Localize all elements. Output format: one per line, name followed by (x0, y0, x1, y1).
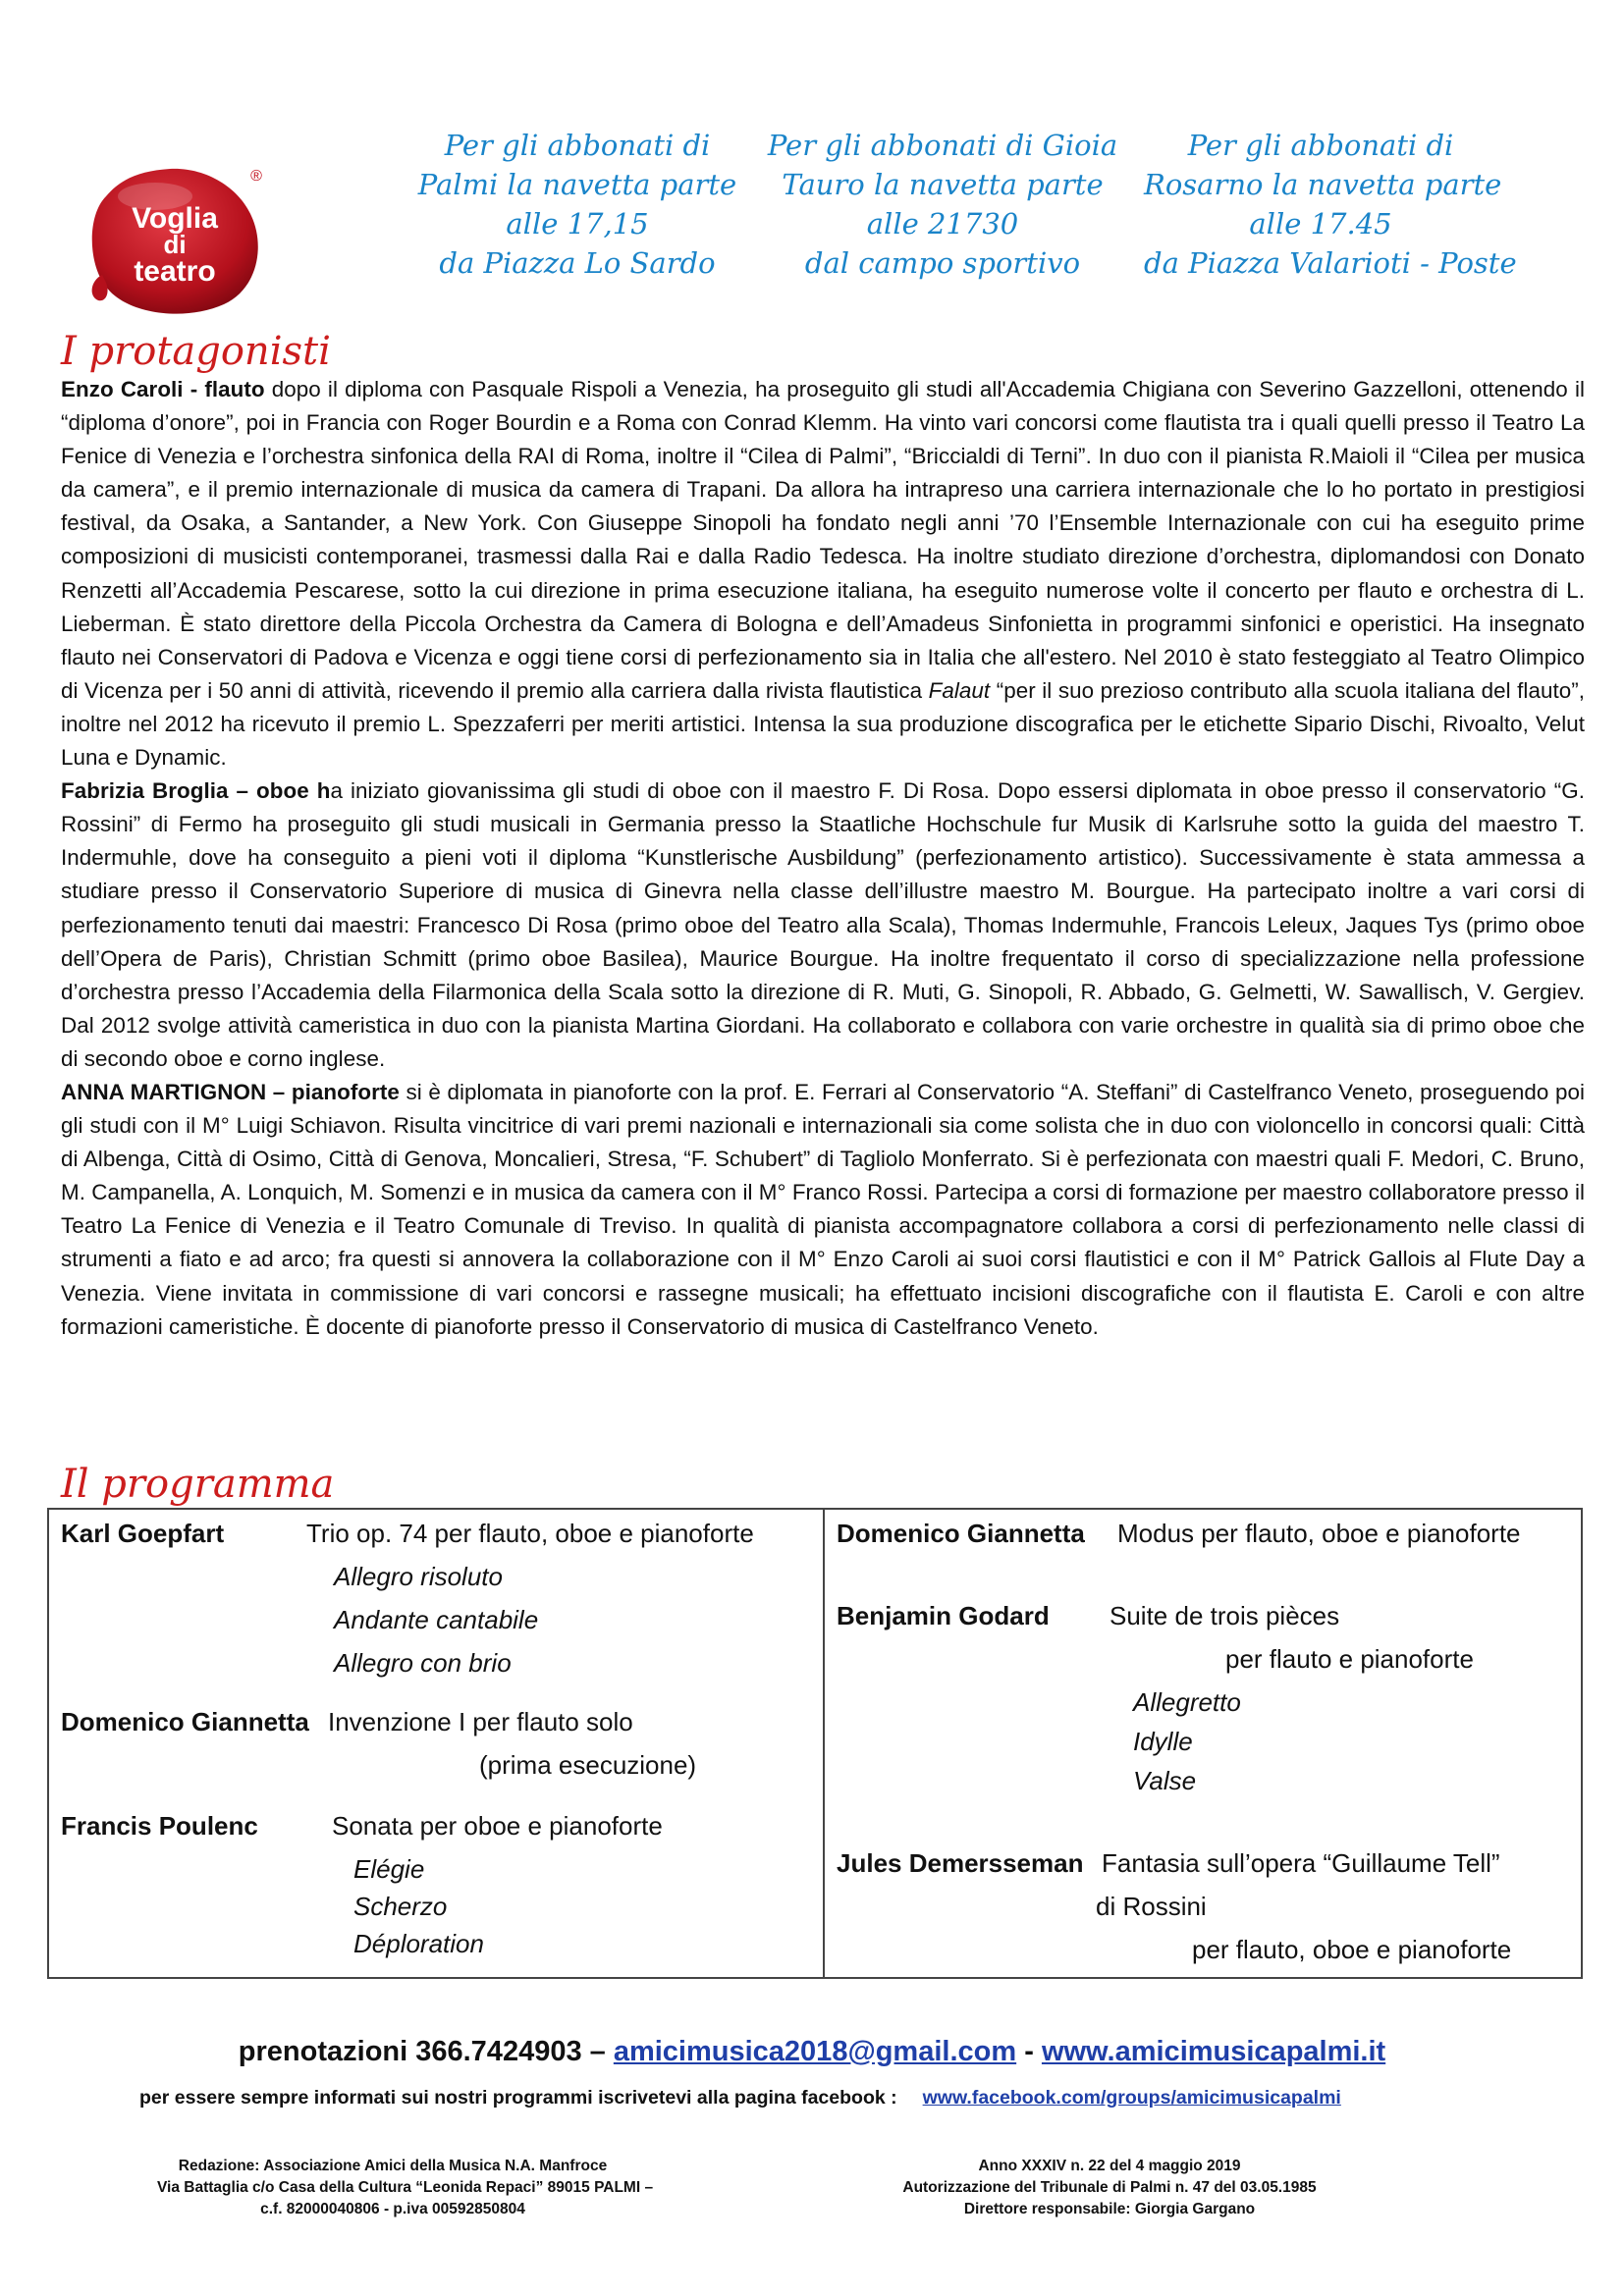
logo-line2: di (163, 230, 187, 259)
bio-text: si è diplomata in pianoforte con la prof. E. Ferrari al Conservatorio “A. Steffani” di Castelfranco Veneto, proseguendo poi gli studi con il M° Luigi Schiavon. Risulta vincitrice di vari premi nazionali e internazionali sia come solista che in duo con violoncello in concorsi quali: Città di Albenga, Città di Osimo, Città di Genova, Moncalieri, Stresa, “F. Schubert” di Tagliolo Monferrato. Si è perfezionata con maestri quali F. Medori, C. Bruno, M. Campanella, A. Lonquich, M. Somenzi e in musica da camera con il M° Franco Rossi. Partecipa a corsi di formazione per maestro collaboratore presso il Teatro La Fenice di Venezia e il Teatro Comunale di Treviso. In qualità di pianista accompagnatore collabora a corsi di perfezionamento nelle classi di strumenti a fiato e ad arco; fra questi si annovera la collaborazione con il M° Enzo Caroli ai suoi corsi flautistici e con il M° Patrick Gallois al Flute Day a Venezia. Viene invitata in commissione di vari concorsi e rassegne musicali; ha effettuato incisioni discografiche con il flautista E. Caroli e con altre formazioni cameristiche. È docente di pianoforte presso il Conservatorio di musica di Castelfranco Veneto. (61, 1079, 1586, 1339)
shuttle-line: Per gli abbonati di (1187, 129, 1454, 162)
booking-line (0, 2036, 1624, 2068)
bio-text: “per il suo prezioso contributo alla scuola italiana del flauto”, inoltre nel 2012 ha ricevuto il premio L. Spezzaferri per meriti artistici. Intensa la sua produzione discografica per le etichette Sipario Dischi, Rivoalto, Velut Luna e Dynamic. (61, 677, 1586, 771)
facebook-line (139, 2087, 1341, 2109)
logo-line3: teatro (134, 255, 216, 288)
work-demersseman-composer: di Rossini (1096, 1892, 1207, 1921)
shuttle-line: dal campo sportivo (804, 246, 1081, 280)
logo-line1: Voglia (132, 202, 218, 235)
shuttle-gioia-tauro (766, 126, 1119, 283)
shuttle-rosarno (1144, 126, 1517, 283)
imprint-line: Via Battaglia c/o Casa della Cultura “Leonida Repaci” 89015 PALMI – (157, 2179, 654, 2196)
shuttle-line: da Piazza Lo Sardo (439, 246, 716, 280)
booking-label: prenotazioni 366.7424903 – (238, 2036, 614, 2067)
website-link[interactable]: www.amicimusicapalmi.it (1041, 2036, 1386, 2067)
work-invenzione: Invenzione I per flauto solo (328, 1707, 633, 1736)
composer-godard: Benjamin Godard (837, 1601, 1050, 1630)
work-modus: Modus per flauto, oboe e pianoforte (1117, 1519, 1521, 1548)
protagonists-title: I protagonisti (61, 329, 331, 374)
composer-demersseman: Jules Demersseman (837, 1848, 1084, 1878)
imprint-line: c.f. 82000040806 - p.iva 00592850804 (260, 2201, 525, 2217)
imprint-line: Direttore responsabile: Giorgia Gargano (963, 2201, 1256, 2217)
bio-name: Fabrizia Broglia – oboe h (61, 778, 331, 804)
bio-broglia (61, 774, 1585, 1076)
work-poulenc: Sonata per oboe e pianoforte (332, 1811, 663, 1841)
bio-text: dopo il diploma con Pasquale Rispoli a Venezia, ha proseguito gli studi all'Accademia Chigiana con Severino Gazzelloni, ottenendo il “diploma d’onore”, poi in Francia con Roger Bourdin e a Roma con Conrad Klemm. Ha vinto vari concorsi come flautista tra i quali quelli presso il Teatro La Fenice di Venezia e l’orchestra sinfonica della RAI di Roma, inoltre il “Cilea di Palmi”, “Briccialdi di Terni”. In duo con il pianista R.Maioli il “Cilea per musica da camera”, e il premio internazionale di musica da camera di Trapani. Da allora ha intrapreso una carriera internazionale che lo ho portato in prestigiosi festival, da Osaka, a Santander, a New York. Con Giuseppe Sinopoli ha fondato negli anni ’70 l’Ensemble Internazionale con cui ha eseguito prime composizioni di musicisti contemporanei, trasmessi dalla Rai e dalla Radio Tedesca. Ha inoltre studiato direzione d’orchestra, diplomandosi con Donato Renzetti all’Accademia Pescarese, sotto la cui direzione in prima esecuzione italiana, ha eseguito numerose volte il concerto per flauto e orchestra di L. Lieberman. È stato direttore della Piccola Orchestra da Camera di Bologna e dell’Amadeus Sinfonietta in programmi sinfonici e operistici. Ha insegnato flauto nei Conservatori di Padova e Vicenza e oggi tiene corsi di perfezionamento sia in Italia che all'estero. Nel 2010 è stato festeggiato al Teatro Olimpico di Vicenza per i 50 anni di attività, ricevendo il premio alla carriera dalla rivista flautistica (61, 377, 1586, 703)
separator: - (1016, 2036, 1042, 2067)
work-godard: Suite de trois pièces (1110, 1601, 1340, 1630)
bio-name: ANNA MARTIGNON – pianoforte (61, 1079, 400, 1104)
registration-imprint (884, 2156, 1335, 2220)
movement: Valse (1133, 1766, 1197, 1795)
composer-giannetta: Domenico Giannetta (837, 1519, 1085, 1548)
imprint-line: Anno XXXIV n. 22 del 4 maggio 2019 (978, 2158, 1241, 2174)
movement: Déploration (353, 1929, 484, 1958)
bio-caroli (61, 373, 1585, 774)
movement: Allegro risoluto (334, 1562, 503, 1591)
composer-goepfart: Karl Goepfart (61, 1519, 225, 1548)
shuttle-line: da Piazza Valarioti - Poste (1144, 246, 1517, 280)
movement: Idylle (1133, 1727, 1193, 1756)
bio-italic: Falaut (928, 677, 991, 703)
bio-name: Enzo Caroli - flauto (61, 377, 265, 401)
editorial-imprint (157, 2156, 654, 2220)
work-godard-instrumentation: per flauto e pianoforte (1225, 1644, 1474, 1674)
shuttle-line: Per gli abbonati di Gioia (767, 129, 1118, 162)
work-demersseman: Fantasia sull’opera “Guillaume Tell” (1102, 1848, 1500, 1878)
registered-mark: ® (250, 168, 262, 185)
movement: Allegretto (1133, 1687, 1241, 1717)
shuttle-line: alle 17,15 (506, 207, 649, 240)
composer-poulenc: Francis Poulenc (61, 1811, 258, 1841)
imprint-line: Autorizzazione del Tribunale di Palmi n. 47 del 03.05.1985 (902, 2179, 1317, 2196)
shuttle-line: alle 21730 (866, 207, 1019, 240)
shuttle-line: Per gli abbonati di (444, 129, 711, 162)
movement: Allegro con brio (334, 1648, 512, 1678)
shuttle-line: Palmi la navetta parte (417, 168, 737, 201)
biographies (61, 373, 1585, 1344)
shuttle-palmi (401, 126, 754, 283)
email-link[interactable]: amicimusica2018@gmail.com (613, 2036, 1017, 2067)
program-title: Il programma (61, 1462, 335, 1507)
movement: Andante cantabile (334, 1605, 539, 1634)
voglia-di-teatro-logo (77, 157, 273, 324)
premiere-note: (prima esecuzione) (479, 1750, 697, 1780)
movement: Elégie (353, 1854, 425, 1884)
bio-martignon (61, 1076, 1585, 1344)
program-table (47, 1508, 1583, 1979)
composer-giannetta: Domenico Giannetta (61, 1707, 309, 1736)
bio-text: a iniziato giovanissima gli studi di oboe con il maestro F. Di Rosa. Dopo essersi diplomata in oboe presso il conservatorio “G. Rossini” di Fermo ha proseguito gli studi musicali in Germania presso la Staatliche Hochschule fur Musik di Karlsruhe sotto la guida del maestro T. Indermuhle, dove ha conseguito a pieni voti il diploma “Kunstlerische Ausbildung” (perfezionamento artistico). Successivamente è stata ammessa a studiare presso il Conservatorio Superiore di musica di Ginevra nella classe dell’illustre maestro M. Bourgue. Ha partecipato inoltre a vari corsi di perfezionamento tenuti dai maestri: Francesco Di Rosa (primo oboe del Teatro alla Scala), Thomas Indermuhle, Francois Leleux, Jaques Tys (primo oboe dell’Opera de Paris), Christian Schmitt (primo oboe Basilea), Maurice Bourgue. Ha inoltre frequentato il corso di specializzazione nella professione d’orchestra presso l’Accademia della Filarmonica della Scala sotto la direzione di R. Muti, G. Sinopoli, R. Abbado, G. Gelmetti, W. Sawallisch, V. Gergiev. Dal 2012 svolge attività cameristica in duo con la pianista Martina Giordani. Ha collaborato e collabora con varie orchestre in qualità sia di primo oboe che di secondo oboe e corno inglese. (61, 778, 1585, 1071)
movement: Scherzo (353, 1892, 448, 1921)
column-divider (823, 1510, 825, 1977)
work-goepfart: Trio op. 74 per flauto, oboe e pianoforte (306, 1519, 754, 1548)
facebook-link[interactable]: www.facebook.com/groups/amicimusicapalmi (922, 2087, 1341, 2109)
shuttle-line: alle 17.45 (1249, 207, 1392, 240)
shuttle-line: Rosarno la navetta parte (1144, 168, 1502, 201)
shuttle-line: Tauro la navetta parte (782, 168, 1104, 201)
work-demersseman-instrumentation: per flauto, oboe e pianoforte (1192, 1935, 1512, 1964)
imprint-line: Redazione: Associazione Amici della Musica N.A. Manfroce (178, 2158, 608, 2174)
facebook-text: per essere sempre informati sui nostri programmi iscrivetevi alla pagina facebook : (139, 2087, 897, 2109)
